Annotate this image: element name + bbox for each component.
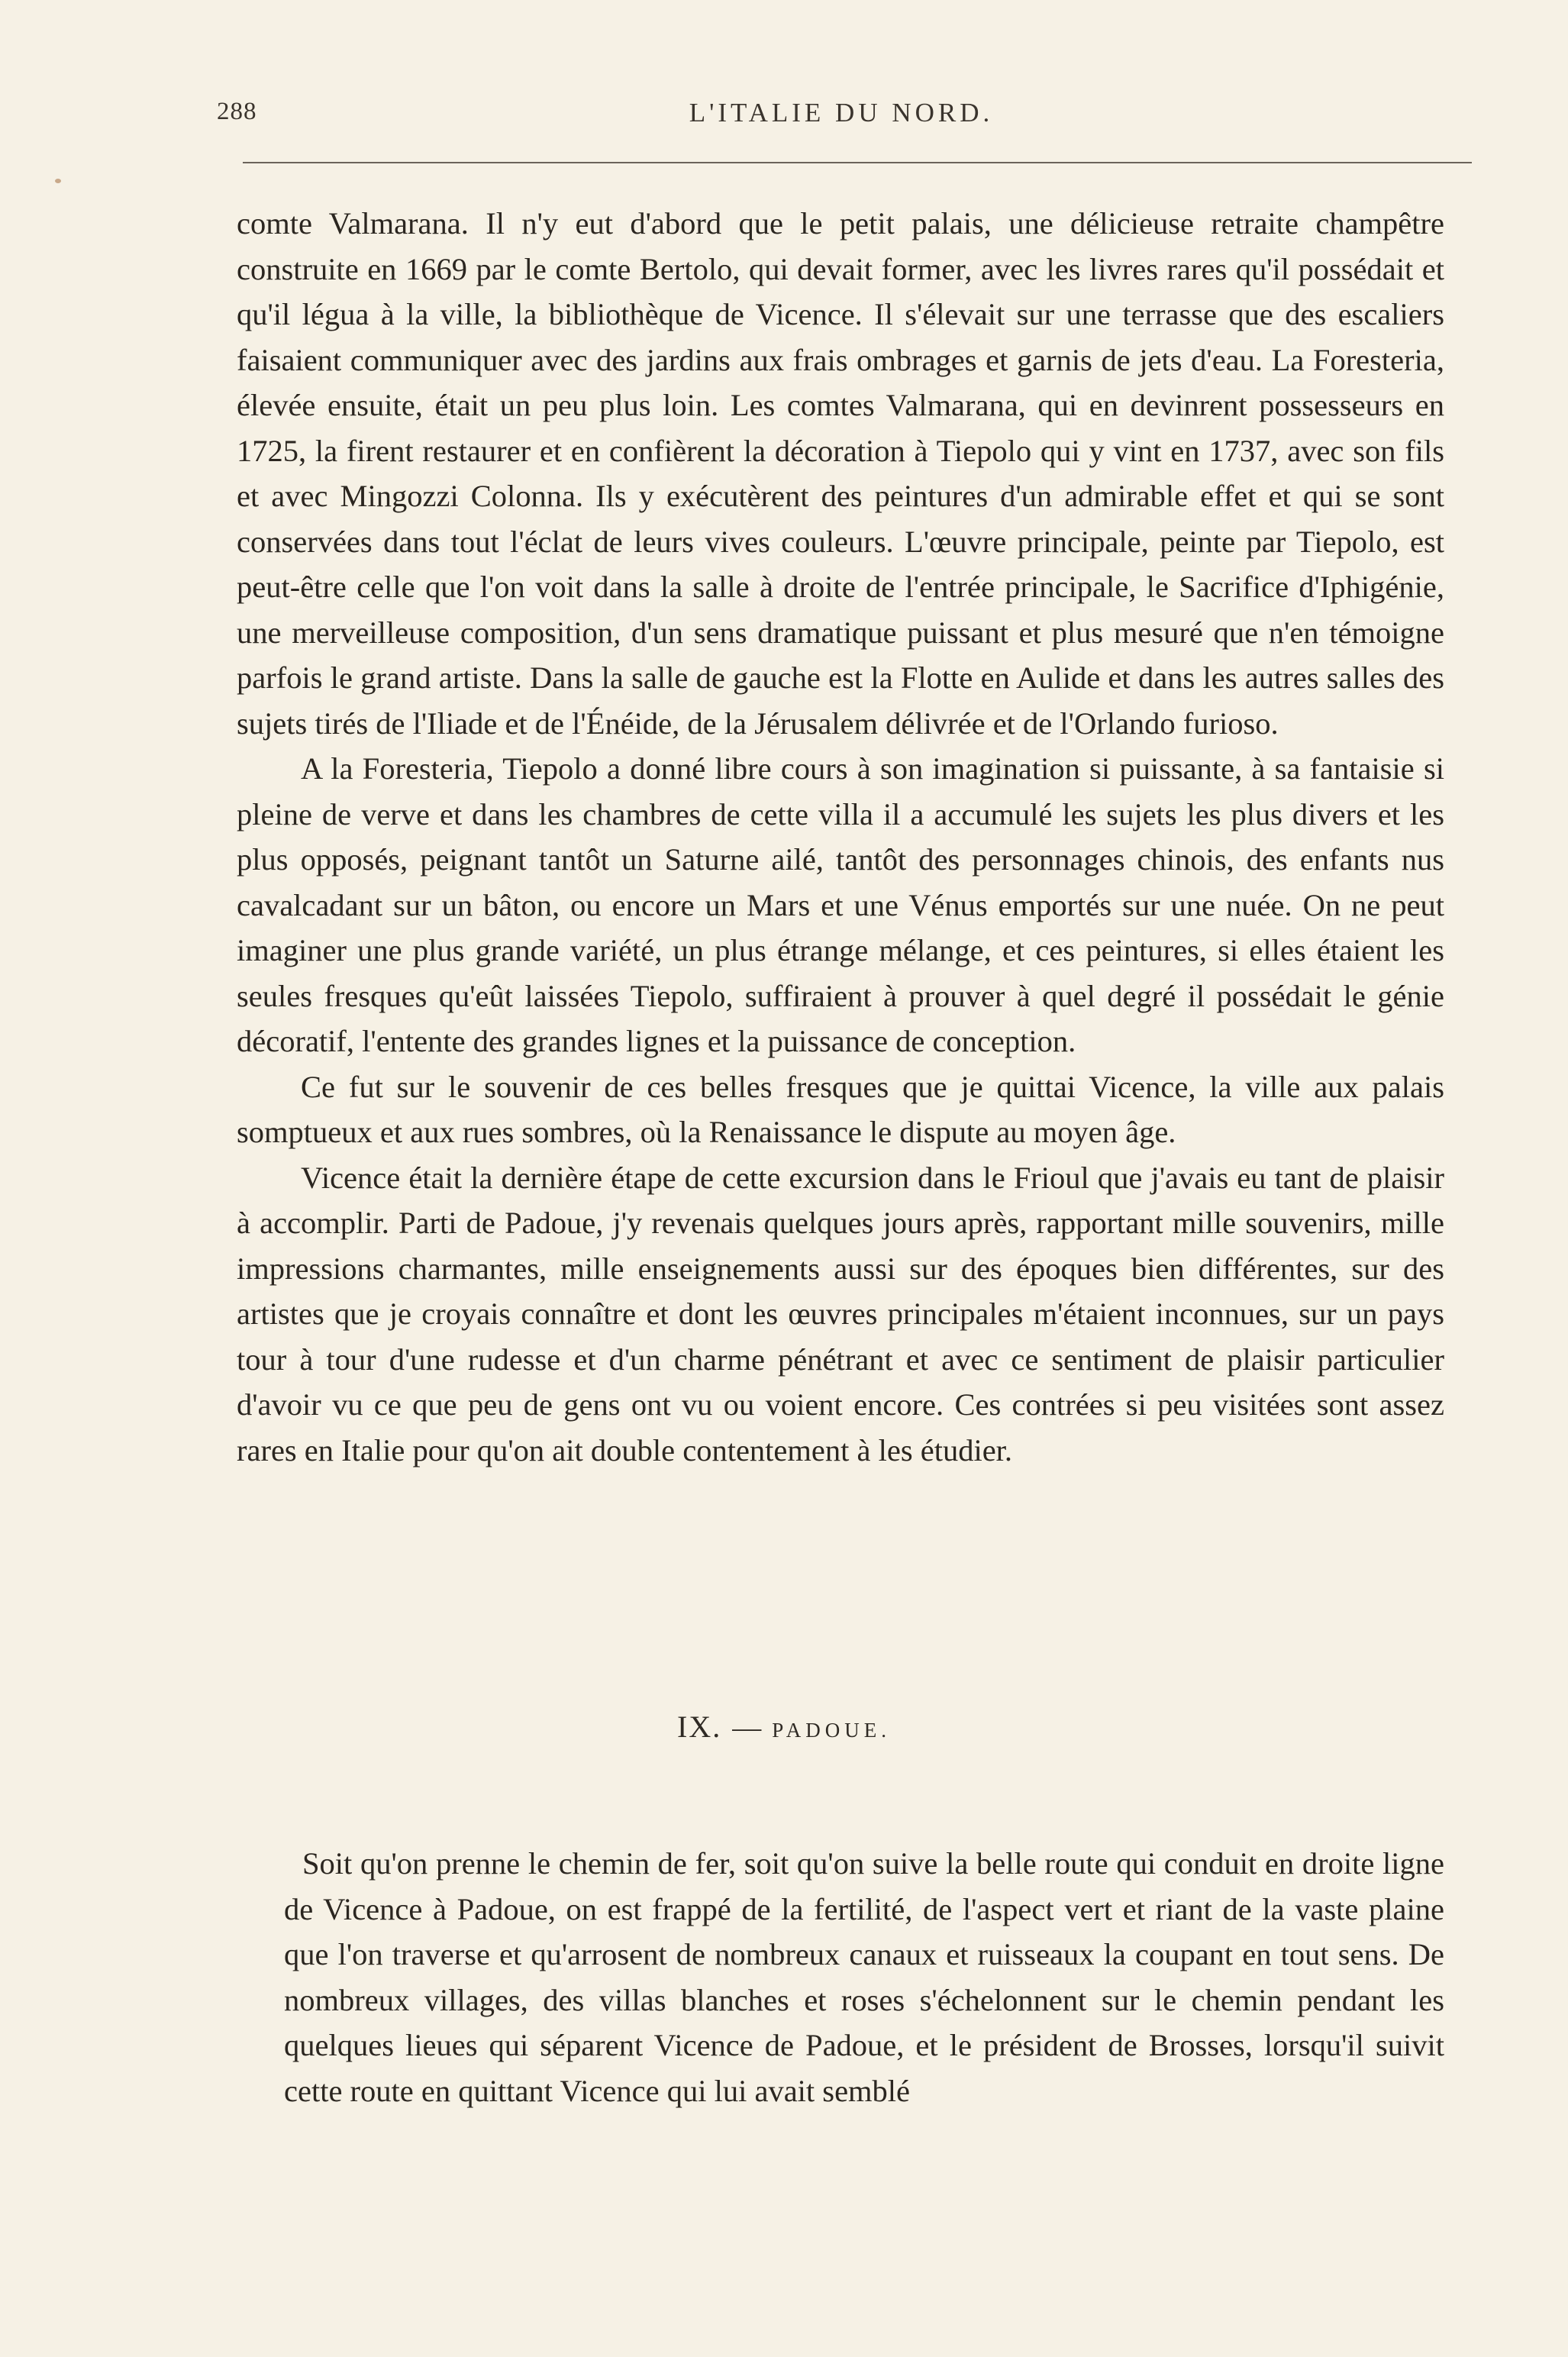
paragraph: Soit qu'on prenne le chemin de fer, soit qu'on suive la belle route qui conduit en droite ligne de Vicence à Padoue, on est frappé de la fertilité, de l'aspect vert et riant de la vaste plaine que l'on traverse et qu'arrosent de nombreux canaux et ruisseaux la coupant en tout sens. De nombreux villages, des villas blanches et roses s'échelonnent sur le chemin pendant les quelques lieues qui séparent Vicence de Padoue, et le président de Brosses, lorsqu'il suivit cette route en quittant Vicence qui lui avait semblé	[284, 1846, 1444, 2108]
paragraph: comte Valmarana. Il n'y eut d'abord que le petit palais, une délicieuse retraite champêtre construite en 1669 par le comte Bertolo, qui devait former, avec les livres rares qu'il possédait et qu'il légua à la ville, la bibliothèque de Vicence. Il s'élevait sur une terrasse que des escaliers faisaient communiquer avec des jardins aux frais ombrages et garnis de jets d'eau. La Foresteria, élevée ensuite, était un peu plus loin. Les comtes Valmarana, qui en devinrent possesseurs en 1725, la firent restaurer et en confièrent la décoration à Tiepolo qui y vint en 1737, avec son fils et avec Mingozzi Colonna. Ils y exécutèrent des peintures d'un admirable effet et qui se sont conservées dans tout l'éclat de leurs vives couleurs. L'œuvre principale, peinte par Tiepolo, est peut-être celle que l'on voit dans la salle à droite de l'entrée principale, le Sacrifice d'Iphigénie, une merveilleuse composition, d'un sens dramatique puissant et plus mesuré que n'en témoigne parfois le grand artiste. Dans la salle de gauche est la Flotte en Aulide et dans les autres salles des sujets tirés de l'Iliade et de l'Énéide, de la Jérusalem délivrée et de l'Orlando furioso.	[237, 206, 1444, 741]
page-header	[217, 98, 1466, 144]
paper-spot	[55, 179, 61, 183]
paragraph: Vicence était la dernière étape de cette excursion dans le Frioul que j'avais eu tant de plaisir à accomplir. Parti de Padoue, j'y revenais quelques jours après, rapportant mille souvenirs, mille impressions charmantes, mille enseignements aussi sur des époques bien différentes, sur des artistes que je croyais connaître et dont les œuvres principales m'étaient inconnues, sur un pays tour à tour d'une rudesse et d'un charme pénétrant et avec ce sentiment de plaisir particulier d'avoir vu ce que peu de gens ont vu ou voient encore. Ces contrées si peu visitées sont assez rares en Italie pour qu'on ait double contentement à les étudier.	[237, 1160, 1444, 1467]
paragraph: A la Foresteria, Tiepolo a donné libre cours à son imagination si puissante, à sa fantaisie si pleine de verve et dans les chambres de cette villa il a accumulé les sujets les plus divers et les plus opposés, peignant tantôt un Saturne ailé, tantôt des personnages chinois, des enfants nus cavalcadant sur un bâton, ou encore un Mars et une Vénus emportés sur une nuée. On ne peut imaginer une plus grande variété, un plus étrange mélange, et ces peintures, si elles étaient les seules fresques qu'eût laissées Tiepolo, suffiraient à prouver à quel degré il possédait le génie décoratif, l'entente des grandes lignes et la puissance de conception.	[237, 751, 1444, 1058]
section-numeral: IX.	[677, 1710, 722, 1744]
header-rule	[243, 162, 1472, 163]
running-title: L'ITALIE DU NORD.	[689, 98, 994, 128]
body-text-section-2	[284, 1841, 1444, 2113]
section-heading	[0, 1709, 1568, 1745]
section-title: PADOUE.	[772, 1719, 891, 1742]
paragraph: Ce fut sur le souvenir de ces belles fresques que je quittai Vicence, la ville aux palais somptueux et aux rues sombres, où la Renaissance le dispute au moyen âge.	[237, 1069, 1444, 1149]
page-number: 288	[217, 98, 257, 125]
section-dash: —	[732, 1712, 762, 1744]
body-text-section-1	[237, 201, 1444, 1473]
